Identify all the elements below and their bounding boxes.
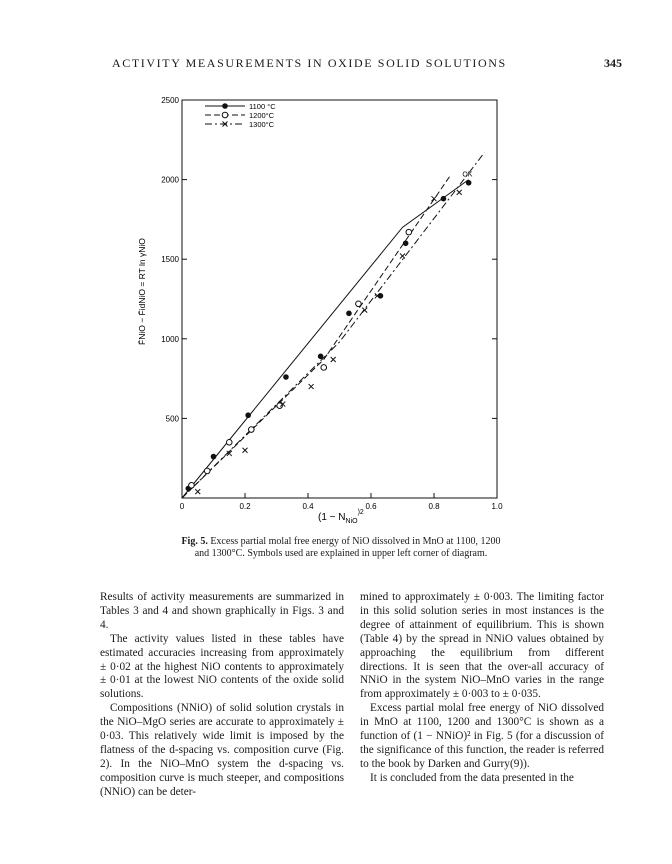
- x-axis-label: [318, 509, 364, 525]
- fit-line-3: [182, 153, 484, 498]
- annotation-ok: OK: [462, 171, 473, 179]
- data-point-s1: [211, 454, 217, 460]
- data-point-s2: [189, 482, 195, 488]
- legend: [205, 102, 276, 129]
- data-point-s3: [195, 489, 200, 494]
- data-point-s3: [362, 308, 367, 313]
- legend-marker: [222, 112, 228, 118]
- data-point-s3: [432, 196, 437, 201]
- y-tick-label: 2500: [161, 96, 179, 105]
- y-axis-label: F̄NiO − F̄idNiO = RT ln γNiO: [137, 238, 147, 345]
- legend-entry-1: [205, 102, 276, 111]
- legend-label: 1200°C: [249, 111, 275, 120]
- data-point-s3: [243, 448, 248, 453]
- x-axis-ticks: [180, 493, 503, 511]
- paragraph: Compositions (NNiO) of solid solution crystals in the NiO–MgO series are accurate to approximately ± 0·03. This relatively wide limit is imposed by the flatness of the d-spacing vs. composition curve (Fig. 2). In the NiO–MnO system the d-spacing vs. composition curve is much steeper, and compositions (NNiO) can be deter-: [100, 702, 344, 798]
- data-point-s3: [331, 357, 336, 362]
- legend-label: 1300°C: [249, 120, 275, 129]
- x-tick-label: 0.6: [365, 502, 377, 511]
- legend-entry-3: [205, 120, 275, 129]
- paragraph: The activity values listed in these tables have estimated accuracies increasing from approximately ± 0·02 at the highest NiO contents to approximately ± 0·01 at the lowest NiO contents of the oxide solid solutions.: [100, 632, 344, 701]
- data-point-s1: [245, 412, 251, 418]
- y-tick-label: 2000: [161, 175, 179, 185]
- data-point-s2: [356, 301, 362, 307]
- data-point-s2: [321, 365, 327, 371]
- data-point-s3: [309, 384, 314, 389]
- data-point-s2: [406, 229, 412, 235]
- legend-label: 1100 °C: [249, 102, 276, 111]
- x-axis-label-main: (1 − N: [318, 512, 346, 523]
- data-point-s1: [283, 374, 289, 380]
- plot-frame: [182, 100, 497, 498]
- x-axis-label-sub: NiO: [345, 518, 358, 525]
- y-tick-label: 1500: [161, 255, 179, 265]
- page-number: 345: [604, 56, 622, 70]
- data-point-s1: [346, 311, 352, 317]
- fit-line-2: [182, 176, 450, 498]
- paragraph: Results of activity measurements are summarized in Tables 3 and 4 and shown graphically in Figs. 3 and 4.: [100, 591, 344, 631]
- y-axis-ticks: [161, 96, 497, 423]
- data-point-s2: [204, 468, 210, 474]
- body-column-right: [360, 591, 604, 786]
- x-tick-label: 0.4: [302, 502, 314, 511]
- data-point-s3: [457, 190, 462, 195]
- caption-text: Excess partial molal free energy of NiO dissolved in MnO at 1100, 1200 and 1300°C. Symbols used are explained in upper left corner of diagram.: [194, 536, 501, 559]
- running-title: ACTIVITY MEASUREMENTS IN OXIDE SOLID SOLUTIONS: [112, 56, 507, 70]
- paragraph: It is concluded from the data presented in the: [370, 771, 574, 784]
- data-point-s1: [378, 293, 384, 299]
- x-tick-label: 0.2: [239, 502, 251, 511]
- data-point-s1: [441, 196, 447, 202]
- paragraph: mined to approximately ± 0·003. The limiting factor in this solid solution series in most instances is the degree of attainment of equilibrium. This is shown (Table 4) by the spread in NNiO values obtained by approaching the equilibrium from different directions. It is seen that the over-all accuracy of NNiO in the system NiO–MnO varies in the range from approximately ± 0·003 to ± 0·035.: [360, 591, 604, 701]
- x-axis-label-sup: )2: [357, 509, 364, 516]
- body-column-left: [100, 591, 344, 800]
- data-point-s2: [226, 439, 232, 445]
- legend-marker: [222, 103, 228, 109]
- fit-lines: [182, 153, 484, 498]
- data-point-s3: [400, 254, 405, 259]
- x-tick-label: 1.0: [491, 502, 503, 511]
- data-point-s1: [403, 240, 409, 246]
- caption-label: Fig. 5.: [181, 536, 208, 547]
- data-points: [186, 180, 472, 494]
- data-point-s2: [249, 427, 255, 433]
- legend-entry-2: [205, 111, 275, 120]
- fit-line-1: [182, 180, 469, 498]
- figure-caption: [176, 536, 506, 560]
- data-point-s1: [466, 180, 472, 186]
- y-tick-label: 500: [165, 414, 179, 424]
- x-tick-label: 0: [179, 502, 185, 511]
- y-tick-label: 1000: [161, 334, 179, 344]
- paragraph: Excess partial molal free energy of NiO dissolved in MnO at 1100, 1200 and 1300°C is shown as a function of (1 − NNiO)² in Fig. 5 (for a discussion of the significance of this function, the reader is referred to the book by Darken and Gurry(9)).: [360, 702, 604, 770]
- x-tick-label: 0.8: [428, 502, 440, 511]
- data-point-s1: [318, 354, 324, 360]
